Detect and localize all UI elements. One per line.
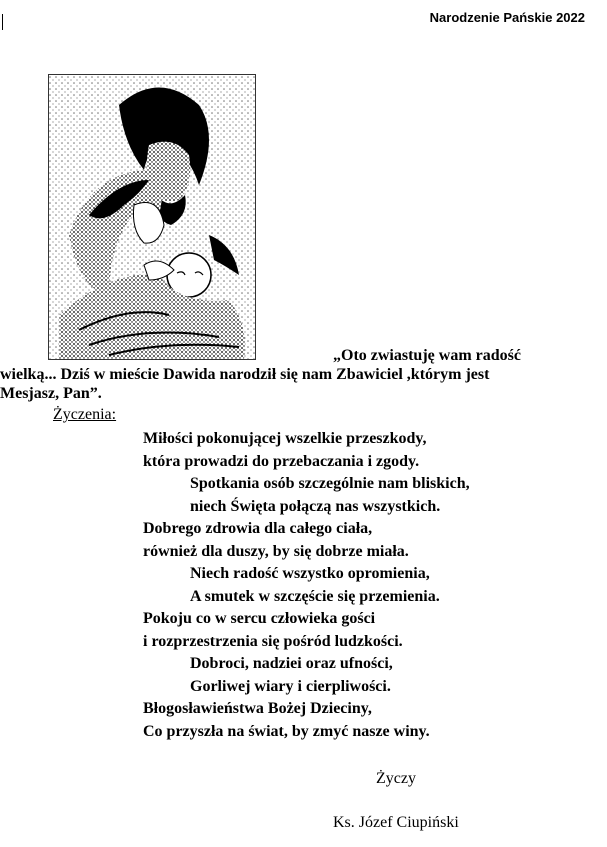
quote-line-2: wielką... Dziś w mieście Dawida narodził się nam Zbawiciel ,którym jest — [0, 366, 490, 383]
poem-line: Co przyszła na świat, by zmyć nasze winy. — [143, 723, 430, 740]
page-title: Narodzenie Pańskie 2022 — [429, 10, 585, 25]
holy-family-illustration — [48, 74, 256, 360]
poem-line: Spotkania osób szczególnie nam bliskich, — [190, 475, 470, 492]
text-cursor — [2, 14, 3, 30]
poem-line: Błogosławieństwa Bożej Dzieciny, — [143, 700, 372, 717]
poem-line: również dla duszy, by się dobrze miała. — [143, 543, 409, 560]
signature-greeting: Życzy — [376, 770, 416, 787]
poem-line: Niech radość wszystko opromienia, — [190, 565, 430, 582]
poem-line: Miłości pokonującej wszelkie przeszkody, — [143, 430, 427, 447]
poem-line: A smutek w szczęście się przemienia. — [190, 588, 440, 605]
poem-line: niech Święta połączą nas wszystkich. — [190, 498, 441, 515]
quote-line-1: „Oto zwiastuję wam radość — [333, 347, 521, 364]
wishes-heading: Życzenia: — [53, 406, 117, 423]
signature-name: Ks. Józef Ciupiński — [333, 814, 459, 831]
poem-line: Dobroci, nadziei oraz ufności, — [190, 655, 393, 672]
bible-quote — [0, 346, 607, 403]
poem-line: która prowadzi do przebaczania i zgody. — [143, 453, 420, 470]
poem-line: Pokoju co w sercu człowieka gości — [143, 610, 376, 627]
poem-line: Gorliwej wiary i cierpliwości. — [190, 678, 391, 695]
quote-line-3: Mesjasz, Pan”. — [0, 385, 102, 402]
poem-line: Dobrego zdrowia dla całego ciała, — [143, 520, 373, 537]
poem-line: i rozprzestrzenia się pośród ludzkości. — [143, 633, 403, 650]
